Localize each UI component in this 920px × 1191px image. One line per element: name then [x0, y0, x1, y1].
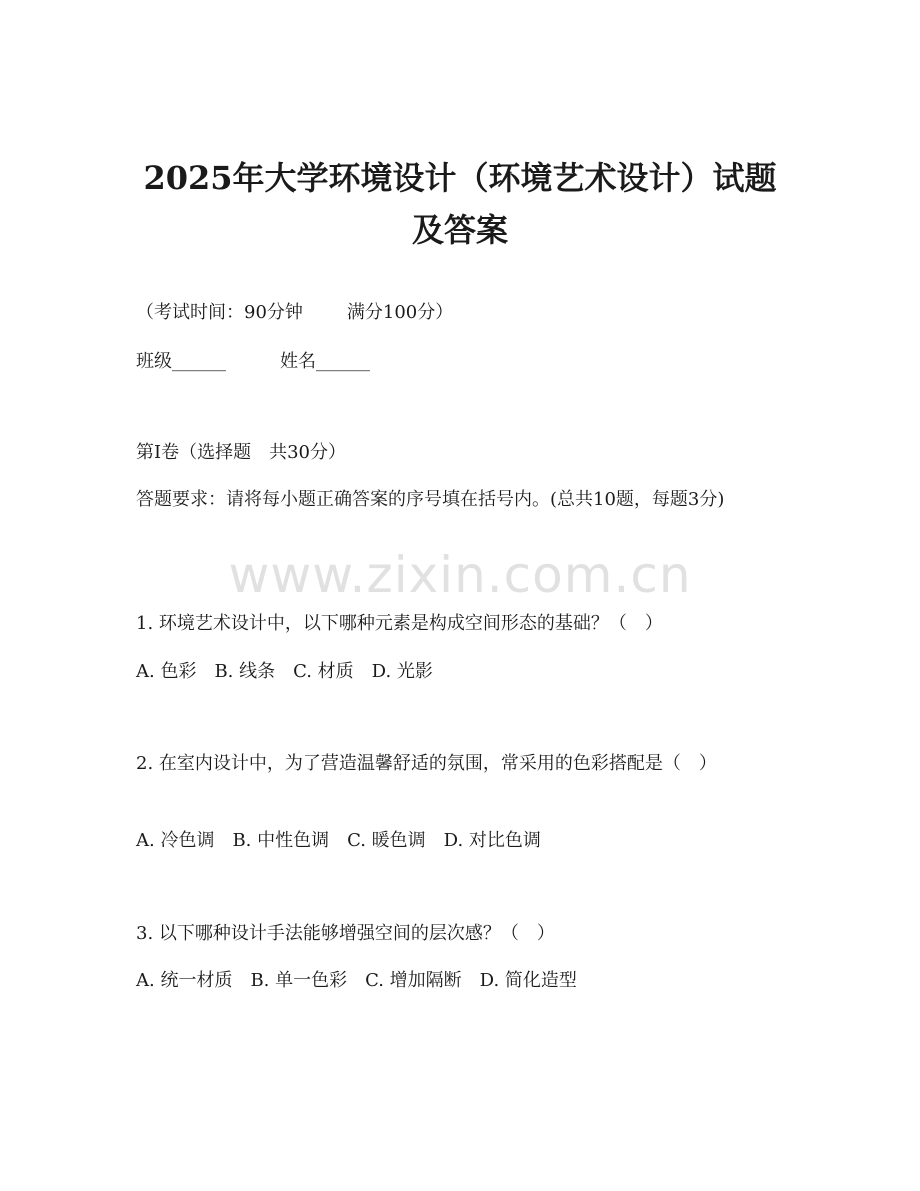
exam-info: [136, 300, 453, 326]
watermark: www.zixin.com.cn: [228, 546, 692, 604]
exam-time: （考试时间：90分钟: [136, 302, 303, 323]
document-title-line1: 2025年大学环境设计（环境艺术设计）试题: [143, 159, 777, 197]
question-options: A. 冷色调 B. 中性色调 C. 暖色调 D. 对比色调: [136, 830, 541, 851]
question-stem: 1. 环境艺术设计中，以下哪种元素是构成空间形态的基础？（ ）: [136, 613, 663, 634]
class-field: 班级______: [136, 351, 226, 372]
question-stem: 3. 以下哪种设计手法能够增强空间的层次感？（ ）: [136, 923, 555, 944]
question-options: A. 统一材质 B. 单一色彩 C. 增加隔断 D. 简化造型: [136, 970, 577, 991]
exam-score: 满分100分）: [346, 302, 454, 323]
instructions: 答题要求：请将每小题正确答案的序号填在括号内。(总共10题，每题3分): [136, 489, 725, 510]
question-options: A. 色彩 B. 线条 C. 材质 D. 光影: [136, 661, 433, 682]
question-stem: 2. 在室内设计中，为了营造温馨舒适的氛围，常采用的色彩搭配是（ ）: [136, 753, 717, 774]
document-title-line2: 及答案: [411, 211, 508, 249]
section-heading: 第Ⅰ卷（选择题 共30分）: [136, 442, 347, 463]
name-field: 姓名______: [280, 351, 370, 372]
student-fields: [136, 349, 370, 375]
